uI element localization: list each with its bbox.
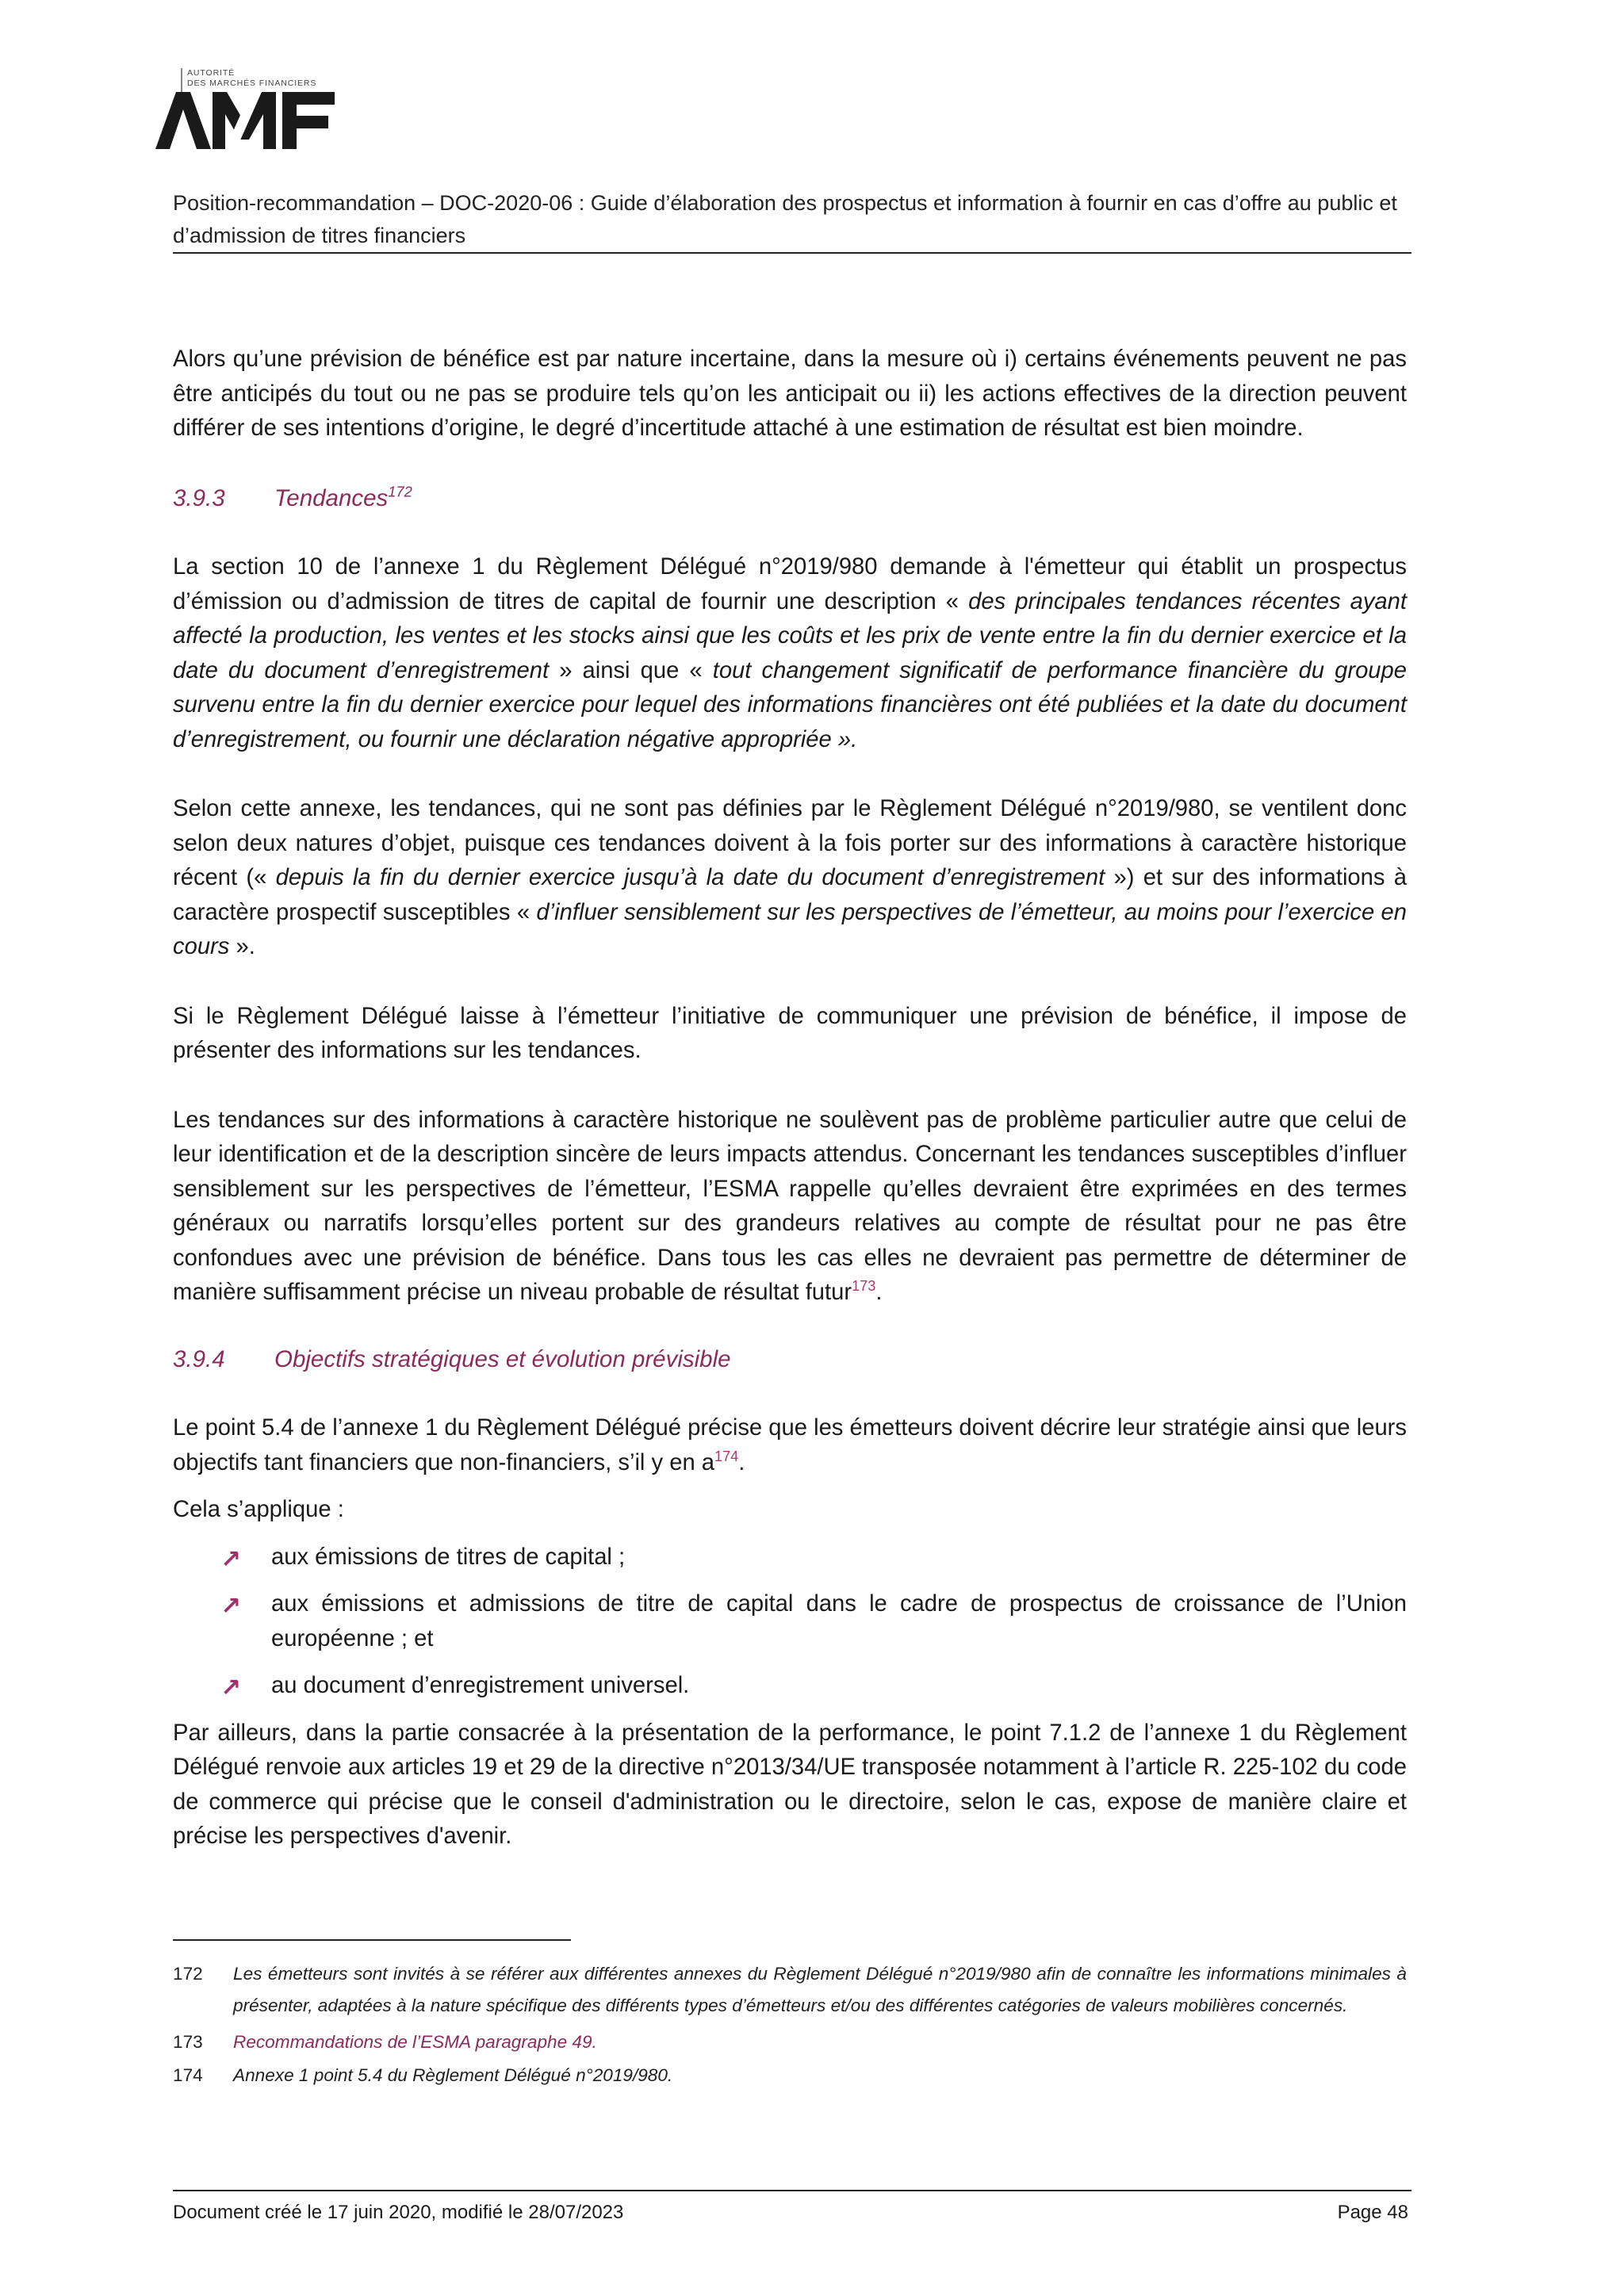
main-content (173, 342, 1407, 1854)
footnote-text: Annexe 1 point 5.4 du Règlement Délégué n°2019/980. (233, 2065, 673, 2085)
footnote-text: Les émetteurs sont invités à se référer aux différentes annexes du Règlement Délégué n°2019/980 afin de connaître les informations minimales à présenter, adaptées à la nature spécifique des différents types d’émetteurs et/ou des différentes catégories de valeurs mobilières concernés. (233, 1964, 1407, 2015)
footnote-link[interactable]: Recommandations de l’ESMA paragraphe 49. (233, 2032, 597, 2052)
paragraph-6 (173, 1411, 1407, 1480)
bullet-list (173, 1540, 1407, 1704)
section-heading-3-9-3 (173, 481, 1407, 516)
p3-text-c: ») et sur des informations à caractère prospectif susceptibles « (173, 865, 1407, 925)
list-item (173, 1587, 1407, 1656)
paragraph-3 (173, 792, 1407, 965)
paragraph-4: Si le Règlement Délégué laisse à l’émetteur l’initiative de communiquer une prévision de bénéfice, il impose de présenter des informations sur les tendances. (173, 1003, 1407, 1063)
header-divider (173, 252, 1411, 254)
footnote-172 (173, 1958, 1407, 2022)
p2-text-a: La section 10 de l’annexe 1 du Règlement Délégué n°2019/980 demande à l'émetteur qui établit un prospectus d’émission ou d’admission de titres de capital de fournir une description « (173, 554, 1407, 614)
footer-date: Document créé le 17 juin 2020, modifié le 28/07/2023 (173, 2202, 624, 2223)
logo-line-2: DES MARCHÉS FINANCIERS (187, 78, 317, 88)
paragraph-7: Cela s’applique : (173, 1497, 344, 1522)
p3-quote-1: depuis la fin du dernier exercice jusqu’à la date du document d’enregistrement (275, 865, 1105, 890)
logo-line-1: AUTORITÉ (187, 68, 236, 78)
p6-text: Le point 5.4 de l’annexe 1 du Règlement Délégué précise que les émetteurs doivent décrire leur stratégie ainsi que leurs objectifs tant financiers que non-financiers, s’il y en a (173, 1415, 1407, 1475)
paragraph-5 (173, 1104, 1407, 1311)
footnote-number: 173 (173, 2032, 203, 2052)
arrow-bullet-icon: ↗ (220, 1544, 241, 1573)
footnote-number: 174 (173, 2065, 203, 2085)
p2-quote-2: tout changement significatif de performance financière du groupe survenu entre la fin du dernier exercice pour lequel des informations financières ont été publiées et la date du document d’enregistrement, ou fournir une déclaration négative appropriée ». (173, 657, 1407, 752)
p5-text: Les tendances sur des informations à caractère historique ne soulèvent pas de problème particulier autre que celui de leur identification et de la description sincère de leurs impacts attendus. Concernant les tendances susceptibles d’influer sensiblement sur les perspectives de l’émetteur, l’ESMA rappelle qu’elles devraient être exprimées en des termes généraux ou narratifs lorsqu’elles portent sur des grandeurs relatives au compte de résultat pour ne pas être confondues avec une prévision de bénéfice. Dans tous les cas elles ne devraient pas permettre de déterminer de manière suffisamment précise un niveau probable de résultat futur (173, 1107, 1407, 1305)
footnotes (173, 1958, 1407, 2091)
footnote-number: 172 (173, 1964, 203, 1984)
logo-divider (181, 68, 182, 92)
arrow-bullet-icon: ↗ (220, 1592, 241, 1620)
p2-quote-1: des principales tendances récentes ayant affecté la production, les ventes et les stocks ainsi que les coûts et les prix de vente entre la fin du dernier exercice et la date du document d’enregistrement (173, 588, 1408, 683)
paragraph-8: Par ailleurs, dans la partie consacrée à la présentation de la performance, le point 7.1.2 de l’annexe 1 du Règlement Délégué renvoie aux articles 19 et 29 de la directive n°2013/34/UE transposée notamment à l’article R. 225-102 du code de commerce qui précise que le conseil d'administration ou le directoire, selon le cas, expose de manière claire et précise les perspectives d'avenir. (173, 1720, 1407, 1849)
footnote-separator (173, 1939, 571, 1941)
paragraph-2 (173, 550, 1407, 757)
p3-text-a: Selon cette annexe, les tendances, qui ne sont pas définies par le Règlement Délégué n°2019/980, se ventilent donc selon deux natures d’objet, puisque ces tendances doivent à la fois porter sur des informations à caractère historique récent (« (173, 796, 1407, 890)
p6-end: . (738, 1449, 745, 1475)
section-number: 3.9.4 (173, 1345, 225, 1372)
footnote-ref-174[interactable]: 174 (714, 1448, 739, 1464)
p3-text-e: ». (229, 934, 255, 959)
footnote-ref-173[interactable]: 173 (852, 1277, 876, 1294)
footnote-ref-172[interactable]: 172 (388, 483, 412, 500)
paragraph-1: Alors qu’une prévision de bénéfice est par nature incertaine, dans la mesure où i) certains événements peuvent ne pas être anticipés du tout ou ne pas se produire tels qu’on les anticipait ou ii) les actions effectives de la direction peuvent différer de ses intentions d’origine, le degré d’incertitude attaché à une estimation de résultat est bien moindre. (173, 346, 1407, 441)
list-item (173, 1669, 1407, 1704)
footer-divider (173, 2190, 1411, 2191)
document-header-title: Position-recommandation – DOC-2020-06 : Guide d’élaboration des prospectus et information à fournir en cas d’offre au public et d’admission de titres financiers (173, 191, 1397, 247)
p2-text-c: » ainsi que « (549, 657, 713, 683)
section-number: 3.9.3 (173, 484, 225, 511)
section-title: Objectifs stratégiques et évolution prévisible (274, 1345, 731, 1372)
section-heading-3-9-4 (173, 1342, 1407, 1377)
footnote-173 (173, 2026, 1407, 2058)
arrow-bullet-icon: ↗ (220, 1674, 241, 1701)
list-item-text: au document d’enregistrement universel. (271, 1673, 690, 1698)
logo-subtitle (187, 68, 316, 89)
section-title: Tendances (274, 484, 389, 511)
amf-logo (155, 68, 354, 160)
footnote-174 (173, 2060, 1407, 2091)
p5-end: . (875, 1280, 883, 1305)
amf-wordmark-icon (155, 90, 354, 151)
list-item-text: aux émissions et admissions de titre de capital dans le cadre de prospectus de croissance de l’Union européenne ; et (271, 1591, 1407, 1651)
p3-quote-2: d’influer sensiblement sur les perspectives de l’émetteur, au moins pour l’exercice en cours (173, 899, 1408, 959)
list-item (173, 1540, 1407, 1575)
page-number: Page 48 (1337, 2202, 1408, 2223)
list-item-text: aux émissions de titres de capital ; (271, 1544, 626, 1570)
